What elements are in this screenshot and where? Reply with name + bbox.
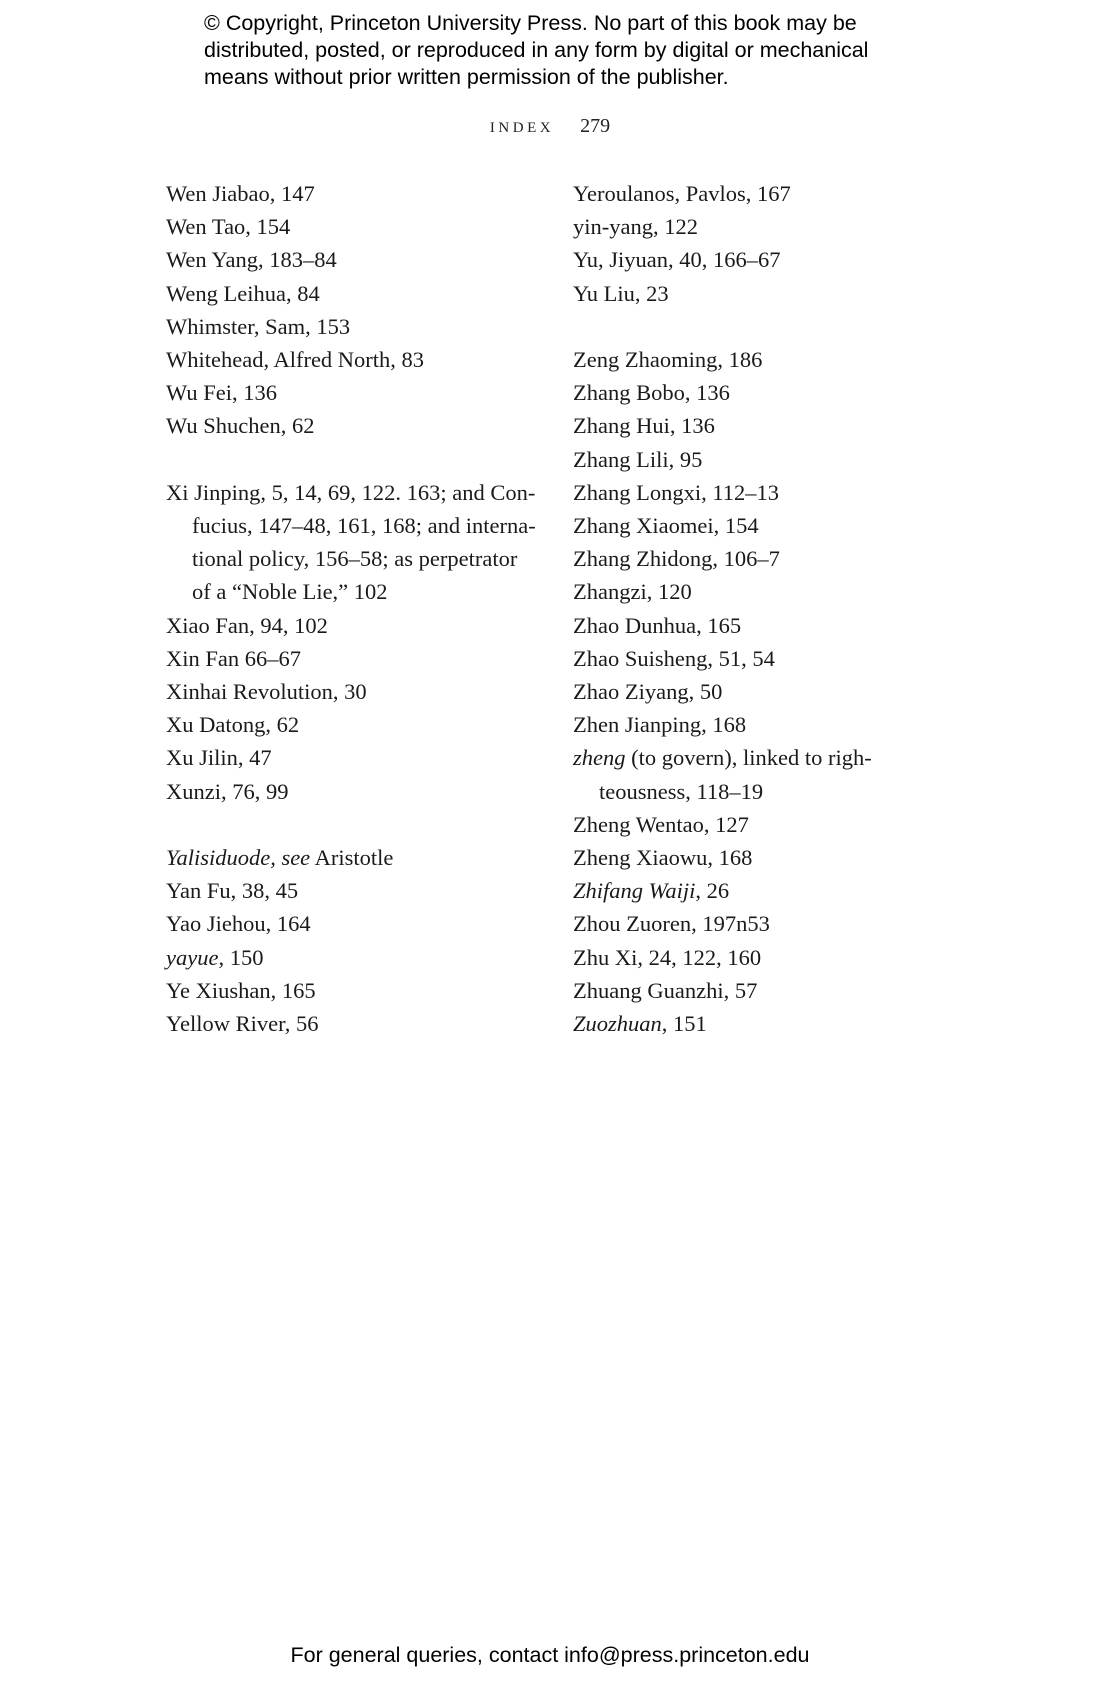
- index-entry-zheng: [573, 741, 913, 807]
- footer-contact: For general queries, contact info@press.princeton.edu: [290, 1643, 810, 1667]
- entry-line: teousness, 118–19: [599, 778, 764, 804]
- index-column-left: [166, 177, 536, 1040]
- index-column-right: [573, 177, 913, 1040]
- index-entry: Wu Shuchen, 62: [166, 413, 315, 439]
- index-entry: Zhangzi, 120: [573, 579, 692, 605]
- index-entry: Yao Jiehou, 164: [166, 911, 311, 937]
- index-entry-yalisiduode: [166, 841, 536, 874]
- index-entry: Yu, Jiyuan, 40, 166–67: [573, 247, 781, 273]
- index-entry: Zeng Zhaoming, 186: [573, 347, 763, 372]
- index-entry: Zhu Xi, 24, 122, 160: [573, 944, 762, 970]
- index-entry: Xiao Fan, 94, 102: [166, 612, 328, 638]
- copyright-line: © Copyright, Princeton University Press. No part of this book may be: [204, 11, 857, 35]
- index-entry: Whitehead, Alfred North, 83: [166, 347, 425, 373]
- entry-pages: , 26: [695, 878, 730, 904]
- entry-term: Zhifang Waiji: [573, 878, 696, 904]
- entry-line: tional policy, 156–58; as perpetrator: [192, 546, 518, 572]
- entry-cross-ref: Aristotle: [310, 845, 394, 871]
- index-entry: Wen Tao, 154: [166, 214, 291, 240]
- entry-term: yayue,: [166, 944, 225, 970]
- entry-pages: 150: [224, 944, 264, 970]
- index-entry: Zhuang Guanzhi, 57: [573, 977, 758, 1003]
- index-entry-zhifang-waiji: [573, 874, 913, 907]
- page-number: 279: [580, 115, 611, 137]
- index-entry: Xinhai Revolution, 30: [166, 679, 367, 705]
- letter-group-gap: [573, 310, 913, 343]
- index-entry: Yan Fu, 38, 45: [166, 878, 299, 904]
- entry-line: fucius, 147–48, 161, 168; and interna-: [192, 513, 536, 539]
- index-entry: Zhang Longxi, 112–13: [573, 479, 780, 505]
- running-head: [0, 115, 1100, 138]
- letter-group-gap: [166, 443, 536, 476]
- index-entry: Zhou Zuoren, 197n53: [573, 911, 770, 937]
- index-entry: yin-yang, 122: [573, 214, 698, 240]
- index-entry-yayue: [166, 941, 536, 974]
- index-entry: Whimster, Sam, 153: [166, 313, 351, 339]
- index-entry: Ye Xiushan, 165: [166, 977, 316, 1003]
- index-entry: Xu Jilin, 47: [166, 745, 272, 771]
- entry-line: Xi Jinping, 5, 14, 69, 122. 163; and Con-: [166, 479, 536, 505]
- index-entry: Yellow River, 56: [166, 1011, 319, 1037]
- letter-group-gap: [166, 808, 536, 841]
- index-entry: Wu Fei, 136: [166, 380, 277, 406]
- index-entry: Yeroulanos, Pavlos, 167: [573, 181, 791, 206]
- section-label: INDEX: [489, 120, 555, 136]
- index-entry-xi-jinping: [166, 476, 536, 609]
- index-entry: Zheng Xiaowu, 168: [573, 845, 753, 871]
- entry-term: Zuozhuan: [573, 1011, 662, 1037]
- index-entry: Zhang Zhidong, 106–7: [573, 546, 780, 572]
- index-entry: Yu Liu, 23: [573, 280, 669, 306]
- index-entry: Zhang Lili, 95: [573, 446, 703, 472]
- index-entry-zuozhuan: [573, 1007, 913, 1040]
- index-entry: Zheng Wentao, 127: [573, 811, 749, 837]
- index-entry: Zhang Bobo, 136: [573, 380, 730, 406]
- index-entry: Zhao Dunhua, 165: [573, 612, 742, 638]
- entry-term: zheng: [573, 745, 626, 771]
- index-entry: Wen Yang, 183–84: [166, 247, 337, 273]
- entry-text: (to govern), linked to righ-: [625, 745, 872, 771]
- index-entry: Zhang Xiaomei, 154: [573, 513, 759, 539]
- copyright-line: means without prior written permission of the publisher.: [204, 65, 729, 89]
- index-entry: Zhao Suisheng, 51, 54: [573, 645, 775, 671]
- index-entry: Zhen Jianping, 168: [573, 712, 747, 738]
- index-entry: Wen Jiabao, 147: [166, 181, 315, 206]
- copyright-notice: [204, 10, 904, 91]
- index-entry: Xunzi, 76, 99: [166, 778, 289, 804]
- entry-line: [573, 741, 913, 774]
- index-entry: Zhang Hui, 136: [573, 413, 715, 439]
- entry-pages: , 151: [661, 1011, 707, 1037]
- copyright-line: distributed, posted, or reproduced in any form by digital or mechanical: [204, 38, 869, 62]
- index-entry: Xin Fan 66–67: [166, 645, 301, 671]
- index-entry: Zhao Ziyang, 50: [573, 679, 723, 705]
- index-entry: Weng Leihua, 84: [166, 280, 320, 306]
- entry-line: of a “Noble Lie,” 102: [192, 579, 388, 605]
- entry-term: Yalisiduode, see: [166, 845, 311, 871]
- index-entry: Xu Datong, 62: [166, 712, 300, 738]
